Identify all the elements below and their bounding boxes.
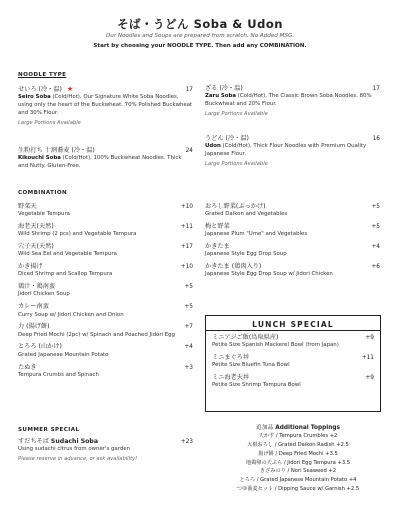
noodle-desc: (Cold/Hot), The Classic Brown Soba Noodles. 80% Buckwheat and 20% Flour. bbox=[205, 93, 372, 108]
item-price: +5 bbox=[371, 224, 380, 231]
item-en: Grated Japanese Mountain Potato bbox=[18, 351, 109, 358]
item-price: +3 bbox=[184, 364, 193, 371]
noodle-type-heading: NOODLE TYPE bbox=[18, 72, 67, 78]
item-jp: かきたま bbox=[205, 243, 230, 251]
combination-item bbox=[18, 323, 193, 339]
combination-item bbox=[18, 343, 193, 359]
item-jp: かき揚げ bbox=[18, 263, 43, 271]
combination-item bbox=[205, 203, 380, 219]
item-price: +4 bbox=[184, 344, 193, 351]
item-price: +5 bbox=[184, 304, 193, 311]
combination-item bbox=[18, 283, 193, 299]
summer-name: Sudachi Soba bbox=[50, 438, 99, 445]
topping-item: 天かす / Tempura Crumbles +2 bbox=[258, 433, 338, 439]
lunch-special-box bbox=[205, 315, 381, 412]
noodle-jp: 生粉打ち 十割蕎麦 (冷・温) bbox=[18, 147, 95, 154]
combination-left-list bbox=[18, 203, 193, 384]
lunch-special-heading: LUNCH SPECIAL bbox=[252, 320, 334, 329]
summer-desc: Using sudachi citrus from owner's garden bbox=[18, 446, 130, 453]
noodle-item-udon bbox=[205, 135, 380, 167]
noodle-name: Kikouchi Soba bbox=[18, 155, 61, 162]
noodle-jp: せいろ (冷・温) bbox=[18, 86, 62, 93]
noodle-avail: Large Portions Available bbox=[205, 110, 268, 117]
item-en: Deep Fried Mochi (2pc) w/ Spinach and Poached Jidori Egg bbox=[18, 331, 175, 338]
item-en: Grated Daikon and Vegetables bbox=[205, 211, 288, 218]
page-title: そば・うどん Soba & Udon bbox=[117, 17, 283, 31]
topping-item: 大根おろし / Grated Daikon Radish +2.5 bbox=[247, 441, 349, 448]
item-jp: たぬき bbox=[18, 363, 37, 371]
noodle-price: 24 bbox=[185, 148, 193, 154]
summer-note: Please reserve in advance, or ask availability! bbox=[18, 456, 138, 463]
item-en: Vegetable Tempura bbox=[18, 211, 70, 218]
item-jp: 梅と野菜 bbox=[205, 223, 230, 231]
lunch-special-list bbox=[212, 334, 374, 394]
item-jp: ミニアジご飯(鳥取県産) bbox=[212, 334, 279, 341]
noodle-desc: (Cold/Hot), 100% Buckwheat Noodles. Thick and Nutty. Gluten-Free. bbox=[18, 155, 182, 170]
noodle-item-kikouchi bbox=[18, 147, 193, 171]
topping-item: 揚げ餅 / Deep Fried Mochi +3.5 bbox=[258, 450, 338, 457]
item-en: Tempura Crumbs and Spinach bbox=[18, 371, 99, 378]
item-jp: 穴子天(天然) bbox=[18, 243, 54, 251]
item-en: Curry Soup w/ Jidori Chicken and Onion bbox=[18, 311, 124, 318]
scratch-note: Our Noodles and Soups are prepared from scratch. No Added MSG. bbox=[105, 33, 295, 39]
noodle-price: 17 bbox=[372, 86, 380, 92]
item-price: +9 bbox=[365, 335, 374, 341]
item-price: +11 bbox=[180, 224, 193, 231]
summer-special-item bbox=[18, 438, 193, 462]
item-en: Petite Size Spanish Mackerel Bowl (from Japan) bbox=[212, 342, 339, 349]
item-jp: ミニ海老天丼 bbox=[212, 374, 250, 382]
topping-item: 地鶏卵の天ぷら / Jidori Egg Tempura +3.5 bbox=[245, 459, 351, 466]
lunch-special-item bbox=[212, 334, 374, 350]
combination-item bbox=[18, 203, 193, 219]
toppings-heading-en: Additional Toppings bbox=[275, 425, 340, 431]
combination-item bbox=[18, 303, 193, 319]
toppings-heading-jp: 追加品 bbox=[256, 425, 274, 431]
item-jp: おろし野菜(ぶっかけ) bbox=[205, 203, 266, 210]
noodle-price: 17 bbox=[185, 87, 193, 93]
combination-item bbox=[205, 263, 380, 279]
item-price: +5 bbox=[371, 204, 380, 210]
noodle-name: Seiro Soba bbox=[18, 94, 51, 101]
item-price: +10 bbox=[180, 264, 193, 271]
item-price: +11 bbox=[361, 355, 374, 362]
noodle-desc: (Cold/Hot), Our Signature White Soba Noodles, using only the heart of the Buckwheat. 70% Polished Buckwheat and 30% Flour. bbox=[18, 94, 193, 116]
item-en: Diced Shrimp and Scallop Tempura bbox=[18, 271, 113, 278]
noodle-jp: うどん (冷・温) bbox=[205, 135, 249, 142]
combination-item bbox=[18, 223, 193, 239]
item-jp: 海老天(天然) bbox=[18, 223, 54, 231]
noodle-avail: Large Portions Available bbox=[18, 119, 81, 126]
item-en: Japanese Style Egg Drop Soup w/ Jidori Chicken bbox=[205, 271, 333, 278]
item-en: Wild Sea Eel and Vegetable Tempura bbox=[18, 251, 117, 258]
item-en: Petite Size Bluefin Tuna Bowl bbox=[212, 362, 290, 369]
item-jp: かきたま (鶏肉入り) bbox=[205, 263, 262, 271]
item-en: Japanese Style Egg Drop Soup bbox=[205, 251, 287, 258]
item-en: Japanese Plum "Ume" and Vegetables bbox=[205, 231, 308, 238]
lunch-special-item bbox=[212, 354, 374, 370]
summer-price: +23 bbox=[180, 439, 193, 445]
item-jp: 力 (揚げ餅) bbox=[18, 323, 50, 331]
topping-item: きざみのり / Nori Seaweed +2 bbox=[259, 468, 337, 475]
item-price: +9 bbox=[365, 375, 374, 382]
combination-item bbox=[18, 263, 193, 279]
combination-item bbox=[18, 364, 193, 380]
noodle-price: 16 bbox=[372, 136, 380, 142]
item-jp: カレー南蛮 bbox=[18, 303, 49, 311]
lunch-special-item bbox=[212, 374, 374, 390]
topping-item: つゆ蕎麦セット / Dipping Sauce w/ Garnish +2.5 bbox=[236, 486, 360, 493]
noodle-item-zaru bbox=[205, 85, 380, 117]
noodle-desc: (Cold/Hot), Thick Flour Noodles with Premium Quality Japanese Flour. bbox=[205, 143, 367, 158]
item-price: +6 bbox=[371, 264, 380, 271]
item-en: Wild Shrimp (2 pcs) and Vegetable Tempura bbox=[18, 231, 137, 238]
combination-right-list bbox=[205, 203, 380, 283]
signature-star-icon: ★ bbox=[66, 85, 74, 93]
item-jp: とろろ (山かけ) bbox=[18, 343, 62, 351]
item-en: Petite Size Shrimp Tempura Bowl bbox=[212, 382, 301, 389]
item-price: +17 bbox=[180, 244, 193, 251]
item-en: Jidori Chicken Soup bbox=[18, 291, 70, 298]
toppings-list bbox=[213, 432, 383, 494]
summer-jp: すだちそば bbox=[18, 438, 49, 445]
lunch-divider bbox=[206, 330, 380, 331]
combination-item bbox=[205, 223, 380, 239]
noodle-name: Udon bbox=[205, 143, 221, 150]
item-jp: ミニまぐろ丼 bbox=[212, 354, 250, 362]
item-jp: 野菜天 bbox=[18, 203, 37, 210]
toppings-heading bbox=[213, 422, 383, 431]
noodle-jp: ざる (冷・温) bbox=[205, 85, 243, 92]
topping-item: とろろ / Grated Japanese Mountain Potato +4 bbox=[239, 477, 357, 484]
summer-special-heading: SUMMER SPECIAL bbox=[18, 427, 80, 433]
ordering-instruction: Start by choosing your NOODLE TYPE. Then add any COMBINATION. bbox=[93, 43, 307, 49]
item-price: +4 bbox=[371, 244, 380, 251]
item-price: +7 bbox=[184, 324, 193, 331]
combination-heading: COMBINATION bbox=[18, 190, 68, 196]
item-jp: 鶏汁・鶏南蛮 bbox=[18, 283, 56, 291]
noodle-avail: Large Portions Available bbox=[205, 160, 268, 167]
noodle-item-seiro bbox=[18, 85, 193, 126]
combination-item bbox=[205, 243, 380, 259]
item-price: +5 bbox=[184, 284, 193, 291]
noodle-name: Zaru Soba bbox=[205, 93, 237, 100]
combination-item bbox=[18, 243, 193, 259]
item-price: +10 bbox=[180, 204, 193, 210]
